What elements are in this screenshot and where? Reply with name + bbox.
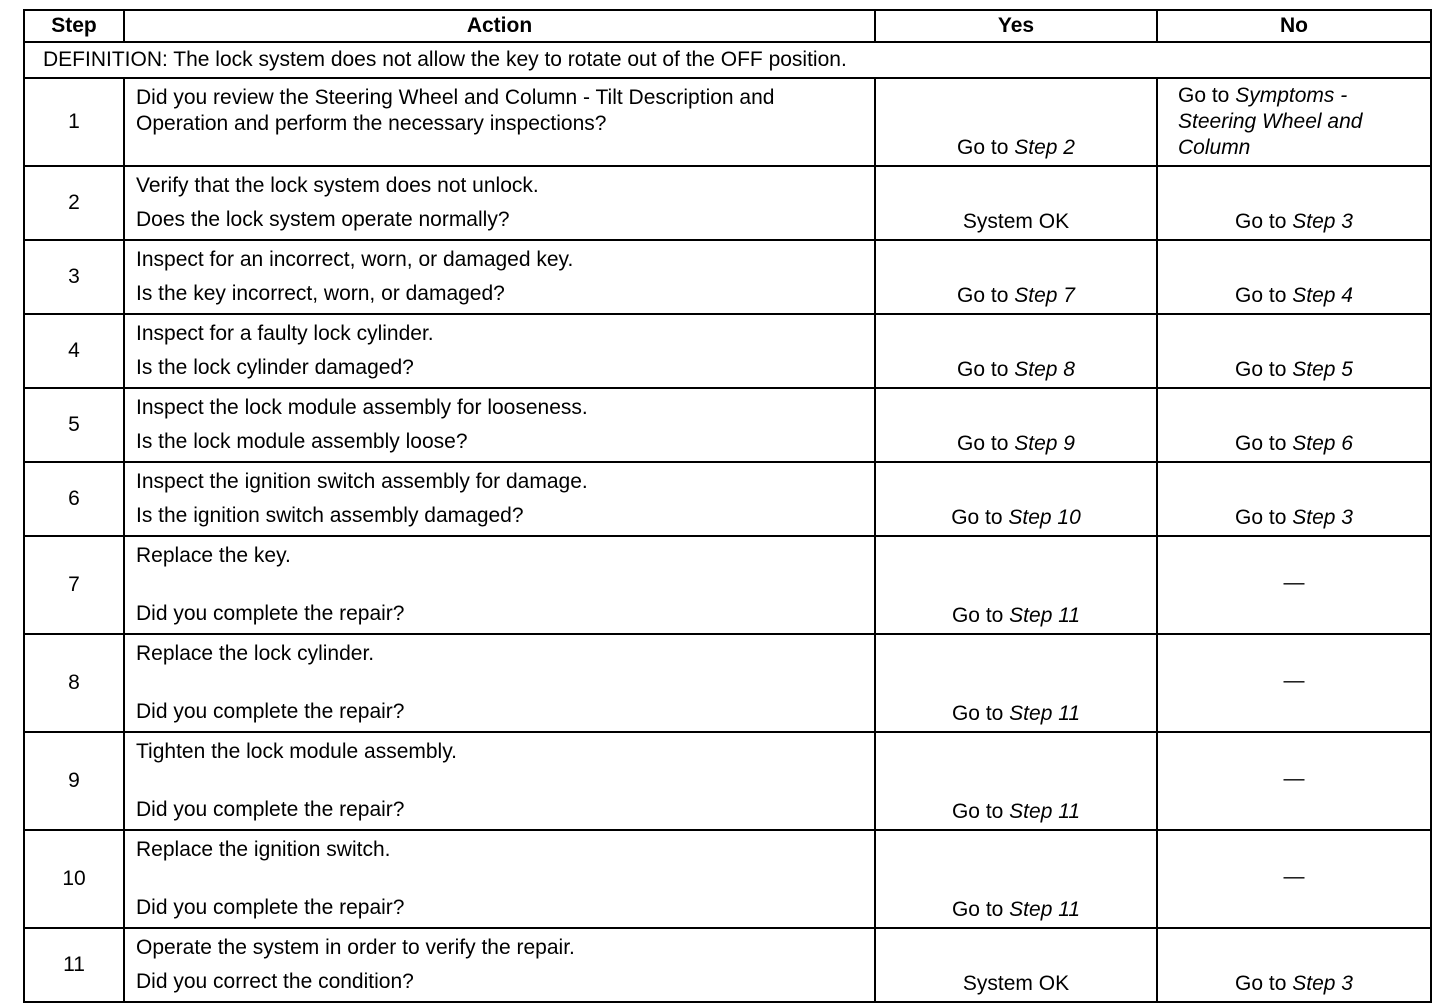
no-step-ref: Step 3 (1292, 506, 1353, 529)
step-number: 6 (24, 462, 124, 536)
yes-cell (875, 240, 1157, 314)
yes-step-ref: Step 2 (1014, 136, 1075, 159)
table-row (24, 634, 1431, 732)
yes-step-ref: Step 11 (1009, 702, 1081, 725)
no-cell (1157, 732, 1431, 830)
table-row (24, 388, 1431, 462)
yes-prefix: Go to (957, 432, 1015, 455)
no-prefix: Go to (1235, 210, 1293, 233)
yes-step-ref: Step 9 (1014, 432, 1075, 455)
definition-row (24, 42, 1431, 78)
action-text: Did you review the Steering Wheel and Column - Tilt Description and Operation and perform the necessary inspections? (136, 86, 775, 135)
action-cell (124, 928, 875, 1002)
no-cell (1157, 536, 1431, 634)
action-cell (124, 388, 875, 462)
no-prefix: Go to (1235, 506, 1293, 529)
yes-prefix: Go to (957, 358, 1015, 381)
no-prefix: Go to (1235, 432, 1293, 455)
table-row (24, 462, 1431, 536)
no-dash: — (1283, 669, 1305, 692)
step-number: 4 (24, 314, 124, 388)
header-row (24, 10, 1431, 42)
action-cell (124, 830, 875, 928)
no-cell (1157, 462, 1431, 536)
yes-cell (875, 536, 1157, 634)
step-number: 9 (24, 732, 124, 830)
action-cell (124, 536, 875, 634)
action-question: Is the key incorrect, worn, or damaged? (136, 282, 505, 305)
step-number: 1 (24, 78, 124, 166)
header-yes: Yes (875, 10, 1157, 42)
action-cell (124, 78, 875, 166)
yes-cell (875, 78, 1157, 166)
step-number: 7 (24, 536, 124, 634)
action-question: Does the lock system operate normally? (136, 208, 510, 231)
no-step-ref: Symptoms - Steering Wheel and Column (1178, 84, 1363, 159)
table-row (24, 314, 1431, 388)
no-cell (1157, 166, 1431, 240)
definition-text: DEFINITION: The lock system does not allow the key to rotate out of the OFF position. (24, 42, 1431, 78)
action-text: Inspect for an incorrect, worn, or damaged key. (136, 248, 574, 271)
yes-prefix: Go to (951, 604, 1010, 627)
yes-step-ref: Step 8 (1014, 358, 1075, 381)
no-cell (1157, 634, 1431, 732)
action-cell (124, 634, 875, 732)
action-cell (124, 166, 875, 240)
yes-prefix: Go to (951, 800, 1010, 823)
yes-prefix: Go to (951, 506, 1009, 529)
action-question: Is the lock module assembly loose? (136, 430, 468, 453)
step-number: 11 (24, 928, 124, 1002)
action-question: Did you correct the condition? (136, 970, 414, 993)
yes-prefix: Go to (951, 898, 1010, 921)
no-cell (1157, 830, 1431, 928)
table-row (24, 830, 1431, 928)
action-text: Tighten the lock module assembly. (136, 740, 457, 763)
step-number: 5 (24, 388, 124, 462)
diagnostic-table (23, 9, 1432, 1003)
table-row (24, 166, 1431, 240)
table-row (24, 928, 1431, 1002)
yes-step-ref: Step 11 (1009, 800, 1081, 823)
table-row (24, 240, 1431, 314)
action-text: Inspect the ignition switch assembly for damage. (136, 470, 588, 493)
no-step-ref: Step 5 (1292, 358, 1353, 381)
action-cell (124, 240, 875, 314)
no-prefix: Go to (1235, 284, 1293, 307)
no-cell (1157, 240, 1431, 314)
no-step-ref: Step 3 (1292, 972, 1353, 995)
header-step: Step (24, 10, 124, 42)
yes-step-ref: Step 7 (1014, 284, 1075, 307)
no-cell (1157, 928, 1431, 1002)
table-row (24, 78, 1431, 166)
no-prefix: Go to (1235, 972, 1293, 995)
action-text: Verify that the lock system does not unlock. (136, 174, 539, 197)
no-step-ref: Step 3 (1292, 210, 1353, 233)
yes-cell (875, 462, 1157, 536)
action-text: Replace the lock cylinder. (136, 642, 375, 665)
yes-cell (875, 732, 1157, 830)
action-text: Inspect for a faulty lock cylinder. (136, 322, 434, 345)
action-text: Operate the system in order to verify the repair. (136, 936, 575, 959)
no-prefix: Go to (1178, 84, 1236, 107)
no-prefix: Go to (1235, 358, 1293, 381)
action-cell (124, 462, 875, 536)
yes-prefix: System OK (962, 972, 1070, 995)
yes-cell (875, 388, 1157, 462)
no-step-ref: Step 4 (1292, 284, 1353, 307)
action-question: Did you complete the repair? (136, 700, 405, 723)
step-number: 2 (24, 166, 124, 240)
yes-prefix: Go to (957, 136, 1015, 159)
yes-cell (875, 166, 1157, 240)
no-step-ref: Step 6 (1292, 432, 1353, 455)
header-no: No (1157, 10, 1431, 42)
yes-cell (875, 314, 1157, 388)
yes-cell (875, 830, 1157, 928)
no-dash: — (1283, 571, 1305, 594)
action-question: Did you complete the repair? (136, 896, 405, 919)
step-number: 10 (24, 830, 124, 928)
yes-prefix: Go to (957, 284, 1015, 307)
yes-cell (875, 928, 1157, 1002)
header-action: Action (124, 10, 875, 42)
action-text: Replace the key. (136, 544, 291, 567)
action-cell (124, 732, 875, 830)
yes-prefix: System OK (962, 210, 1070, 233)
action-cell (124, 314, 875, 388)
action-text: Replace the ignition switch. (136, 838, 391, 861)
table-row (24, 732, 1431, 830)
no-cell (1157, 314, 1431, 388)
no-cell (1157, 388, 1431, 462)
action-question: Did you complete the repair? (136, 602, 405, 625)
yes-prefix: Go to (951, 702, 1010, 725)
no-dash: — (1283, 767, 1305, 790)
no-dash: — (1283, 865, 1305, 888)
yes-step-ref: Step 10 (1008, 506, 1081, 529)
step-number: 8 (24, 634, 124, 732)
yes-step-ref: Step 11 (1009, 898, 1081, 921)
action-question: Is the ignition switch assembly damaged? (136, 504, 524, 527)
table-row (24, 536, 1431, 634)
yes-step-ref: Step 11 (1009, 604, 1081, 627)
action-question: Did you complete the repair? (136, 798, 405, 821)
step-number: 3 (24, 240, 124, 314)
action-text: Inspect the lock module assembly for looseness. (136, 396, 588, 419)
yes-cell (875, 634, 1157, 732)
no-cell (1157, 78, 1431, 166)
action-question: Is the lock cylinder damaged? (136, 356, 414, 379)
